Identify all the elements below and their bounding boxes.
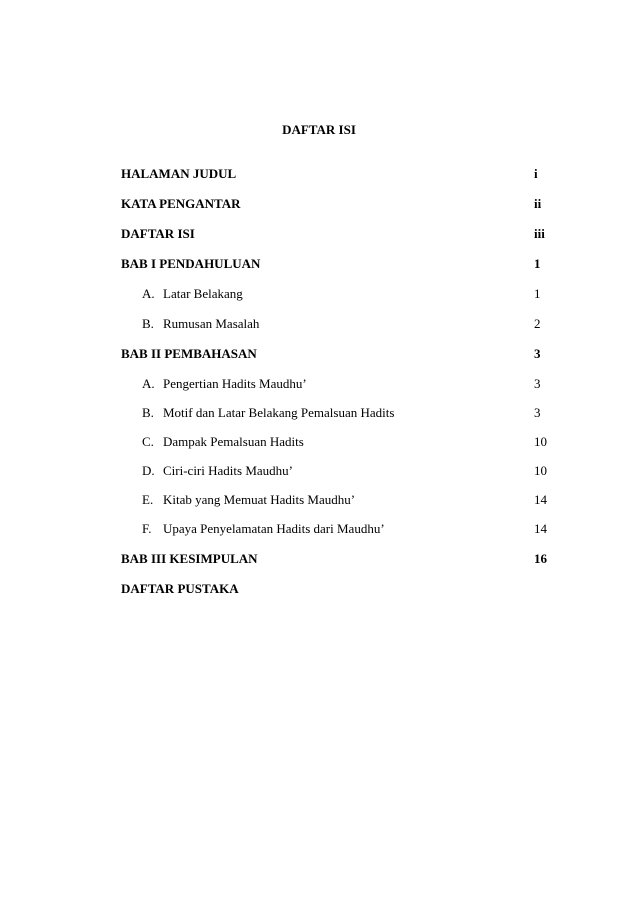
toc-entry-label: Dampak Pemalsuan Hadits — [163, 434, 304, 449]
toc-entry-text — [142, 521, 521, 537]
toc-entry-label: BAB II PEMBAHASAN — [121, 346, 257, 361]
toc-page-number: 14 — [534, 492, 547, 507]
toc-entry-label: DAFTAR ISI — [121, 226, 195, 241]
toc-entry-label: Kitab yang Memuat Hadits Maudhu’ — [163, 492, 356, 507]
toc-entry-text — [142, 286, 521, 302]
toc-entry-number: B. — [142, 316, 154, 331]
toc-entry-label: Upaya Penyelamatan Hadits dari Maudhu’ — [163, 521, 385, 536]
toc-entry-number: B. — [142, 405, 154, 420]
toc-entry-text — [121, 581, 239, 597]
toc-entry-number: A. — [142, 376, 155, 391]
toc-page-number: iii — [534, 226, 545, 241]
toc-entry-text — [142, 492, 521, 508]
toc-entry-text — [121, 196, 521, 212]
toc-page-number: 10 — [534, 434, 547, 449]
toc-entry-label: BAB III KESIMPULAN — [121, 551, 258, 566]
toc-page-number: 1 — [534, 286, 541, 301]
toc-entry-number: A. — [142, 286, 155, 301]
toc-page-number: 3 — [534, 376, 541, 391]
toc-page-number: 10 — [534, 463, 547, 478]
toc-entry-label: Pengertian Hadits Maudhu’ — [163, 376, 307, 391]
toc-entry-number: F. — [142, 521, 152, 536]
toc-page-number: 3 — [534, 346, 541, 361]
toc-entry-label: Latar Belakang — [163, 286, 243, 301]
toc-entry-text — [142, 405, 521, 421]
toc-entry-text — [121, 346, 521, 362]
toc-entry-label: HALAMAN JUDUL — [121, 166, 237, 181]
toc-entry-text — [121, 166, 521, 182]
toc-entry-label: BAB I PENDAHULUAN — [121, 256, 261, 271]
toc-entry-label: Motif dan Latar Belakang Pemalsuan Hadits — [163, 405, 395, 420]
toc-page-number: 1 — [534, 256, 541, 271]
toc-entry-label: DAFTAR PUSTAKA — [121, 581, 239, 596]
toc-entry-text — [142, 434, 521, 450]
toc-entry-text — [142, 316, 521, 332]
toc-entry-number: D. — [142, 463, 155, 478]
toc-entry-text — [121, 256, 521, 272]
toc-entry-label: Rumusan Masalah — [163, 316, 260, 331]
toc-entry-label: KATA PENGANTAR — [121, 196, 241, 211]
toc-page-number: 2 — [534, 316, 541, 331]
page-title: DAFTAR ISI — [282, 122, 356, 137]
toc-page-number: i — [534, 166, 538, 181]
toc-entry-label: Ciri-ciri Hadits Maudhu’ — [163, 463, 293, 478]
toc-entry-text — [121, 226, 521, 242]
toc-entry-text — [121, 551, 521, 567]
toc-page-number: 16 — [534, 551, 547, 566]
toc-entry-number: C. — [142, 434, 154, 449]
toc-page-number: 3 — [534, 405, 541, 420]
toc-page-number: ii — [534, 196, 542, 211]
toc-entry-text — [142, 463, 521, 479]
toc-entry-text — [142, 376, 521, 392]
toc-entry-number: E. — [142, 492, 154, 507]
toc-page-number: 14 — [534, 521, 547, 536]
